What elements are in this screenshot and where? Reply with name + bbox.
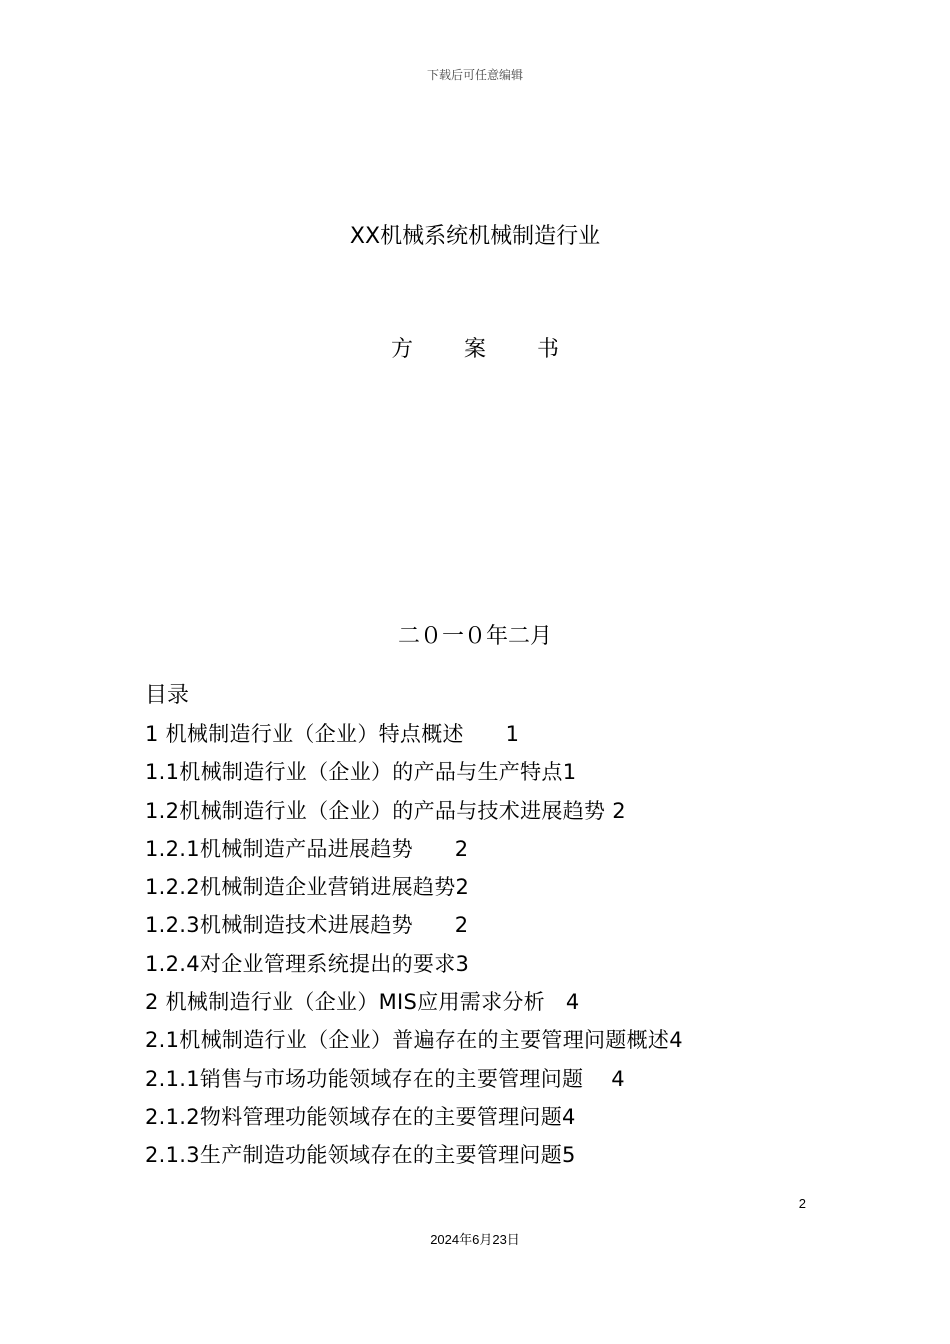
document-date: 二０一０年二月: [397, 624, 552, 649]
toc-item[interactable]: 1.1机械制造行业（企业）的产品与生产特点1: [145, 760, 577, 785]
toc-item[interactable]: 2.1.3生产制造功能领域存在的主要管理问题5: [145, 1143, 576, 1168]
toc-list: [145, 719, 845, 1179]
page-footer: 2024年6月23日: [430, 1232, 520, 1247]
toc-item[interactable]: 2.1机械制造行业（企业）普遍存在的主要管理问题概述4: [145, 1028, 683, 1053]
table-of-contents: [145, 681, 845, 1179]
document-title: XX机械系统机械制造行业: [349, 224, 601, 249]
toc-item[interactable]: 2.1.2物料管理功能领域存在的主要管理问题4: [145, 1104, 576, 1129]
page-number: 2: [798, 1196, 806, 1211]
toc-item[interactable]: 1 机械制造行业（企业）特点概述 1: [145, 722, 520, 746]
toc-item[interactable]: 2 机械制造行业（企业）MIS应用需求分析 4: [145, 990, 580, 1015]
toc-title: 目录: [145, 683, 190, 708]
toc-item[interactable]: 1.2机械制造行业（企业）的产品与技术进展趋势 2: [145, 798, 626, 823]
page-header: 下载后可任意编辑: [426, 68, 523, 82]
toc-item[interactable]: 1.2.2机械制造企业营销进展趋势2: [145, 875, 470, 900]
toc-item[interactable]: 1.2.3机械制造技术进展趋势 2: [145, 913, 469, 938]
document-subtitle: 方 案 书: [391, 337, 581, 362]
toc-item[interactable]: 2.1.1销售与市场功能领域存在的主要管理问题 4: [145, 1066, 625, 1091]
toc-item[interactable]: 1.2.1机械制造产品进展趋势 2: [145, 836, 469, 861]
toc-item[interactable]: 1.2.4对企业管理系统提出的要求3: [145, 951, 470, 976]
